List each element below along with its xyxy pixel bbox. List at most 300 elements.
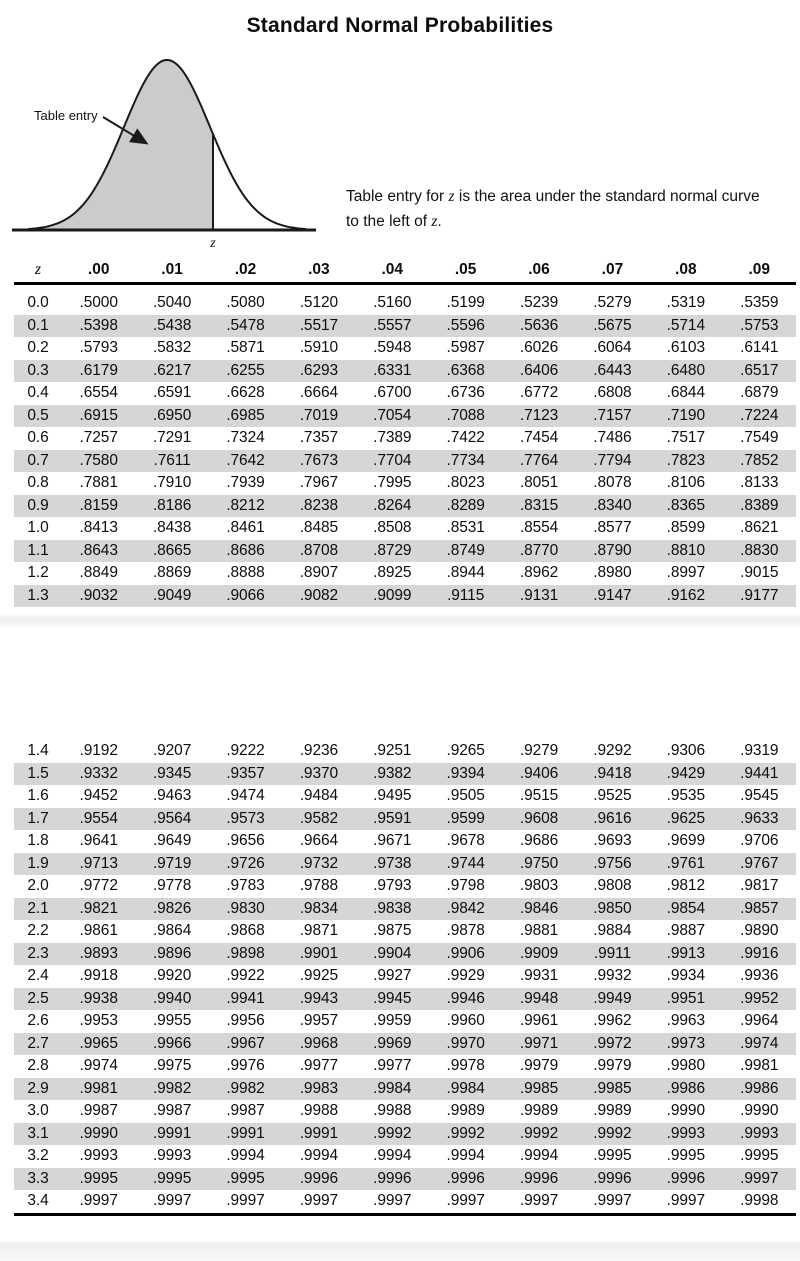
probability-value: .6915 xyxy=(79,406,118,424)
probability-value: .8212 xyxy=(226,496,265,514)
probability-value: .6950 xyxy=(152,406,192,424)
probability-value: .7910 xyxy=(152,474,192,492)
probability-value: .6736 xyxy=(446,384,485,402)
probability-value: .9878 xyxy=(446,922,485,940)
probability-value: .8686 xyxy=(226,541,265,559)
probability-value: .9966 xyxy=(152,1034,192,1052)
z-table-section-2 xyxy=(14,740,796,1216)
probability-value: .9515 xyxy=(519,787,559,805)
probability-value: .9996 xyxy=(373,1169,412,1187)
probability-value: .9821 xyxy=(79,899,118,917)
prob-column-header: .02 xyxy=(234,260,257,278)
probability-value: .8770 xyxy=(519,541,559,559)
probability-value: .5517 xyxy=(299,316,339,334)
probability-value: .9995 xyxy=(79,1169,118,1187)
table-row xyxy=(14,360,796,383)
probability-value: .6331 xyxy=(373,361,412,379)
probability-value: .9599 xyxy=(446,809,485,827)
probability-value: .7422 xyxy=(446,429,485,447)
table-row xyxy=(14,808,796,831)
probability-value: .9162 xyxy=(666,586,705,604)
table-row xyxy=(14,495,796,518)
probability-value: .9495 xyxy=(373,787,412,805)
probability-value: .9936 xyxy=(740,967,779,985)
probability-value: .9938 xyxy=(79,989,118,1007)
probability-value: .9826 xyxy=(152,899,192,917)
probability-value: .9591 xyxy=(373,809,412,827)
probability-value: .8531 xyxy=(446,519,485,537)
probability-value: .9756 xyxy=(593,854,632,872)
probability-value: .8264 xyxy=(373,496,412,514)
probability-value: .7580 xyxy=(79,451,118,469)
probability-value: .6179 xyxy=(79,361,118,379)
probability-value: .9192 xyxy=(79,742,118,760)
probability-value: .6480 xyxy=(666,361,705,379)
probability-value: .9633 xyxy=(740,809,779,827)
probability-value: .7224 xyxy=(740,406,779,424)
probability-value: .9996 xyxy=(299,1169,339,1187)
probability-value: .9946 xyxy=(446,989,485,1007)
probability-value: .9875 xyxy=(373,922,412,940)
probability-value: .9893 xyxy=(79,944,118,962)
probability-value: .9306 xyxy=(666,742,705,760)
probability-value: .9993 xyxy=(79,1147,118,1165)
probability-value: .5557 xyxy=(373,316,412,334)
probability-value: .9997 xyxy=(666,1192,705,1210)
probability-value: .8289 xyxy=(446,496,485,514)
probability-value: .9934 xyxy=(666,967,705,985)
probability-value: .9868 xyxy=(226,922,265,940)
table-row xyxy=(14,315,796,338)
probability-value: .9975 xyxy=(152,1057,192,1075)
probability-value: .9505 xyxy=(446,787,485,805)
probability-value: .9995 xyxy=(152,1169,192,1187)
probability-value: .7734 xyxy=(446,451,485,469)
probability-value: .7454 xyxy=(519,429,559,447)
probability-value: .9974 xyxy=(740,1034,779,1052)
probability-value: .5239 xyxy=(519,294,559,312)
probability-value: .9952 xyxy=(740,989,779,1007)
z-value: 2.6 xyxy=(27,1012,49,1030)
z-value: 0.1 xyxy=(27,316,49,334)
z-value: 1.4 xyxy=(27,742,49,760)
probability-value: .7190 xyxy=(666,406,705,424)
table-row xyxy=(14,1168,796,1191)
caption-z-symbol: z xyxy=(431,213,438,230)
z-value: 0.9 xyxy=(27,496,49,514)
probability-value: .9993 xyxy=(152,1147,192,1165)
probability-value: .9881 xyxy=(519,922,559,940)
probability-value: .8238 xyxy=(299,496,339,514)
z-value: 2.4 xyxy=(27,967,49,985)
probability-value: .9976 xyxy=(226,1057,265,1075)
probability-value: .9812 xyxy=(666,877,705,895)
probability-value: .6026 xyxy=(519,339,559,357)
probability-value: .5910 xyxy=(299,339,339,357)
table-row xyxy=(14,943,796,966)
probability-value: .9726 xyxy=(226,854,265,872)
probability-value: .8997 xyxy=(666,564,705,582)
probability-value: .7794 xyxy=(593,451,632,469)
probability-value: .6554 xyxy=(79,384,118,402)
probability-value: .6141 xyxy=(740,339,779,357)
z-value: 1.9 xyxy=(27,854,49,872)
probability-value: .9750 xyxy=(519,854,559,872)
probability-value: .9994 xyxy=(373,1147,412,1165)
probability-value: .9911 xyxy=(593,944,631,962)
table-row xyxy=(14,763,796,786)
header-row xyxy=(14,257,796,284)
probability-value: .9916 xyxy=(740,944,779,962)
probability-value: .9949 xyxy=(593,989,632,1007)
table-row xyxy=(14,472,796,495)
probability-value: .9995 xyxy=(593,1147,632,1165)
table-row xyxy=(14,1033,796,1056)
table-row xyxy=(14,988,796,1011)
probability-value: .9803 xyxy=(519,877,559,895)
probability-value: .8944 xyxy=(446,564,485,582)
probability-value: .7967 xyxy=(299,474,339,492)
z-table-section-1 xyxy=(14,292,796,607)
probability-value: .9997 xyxy=(446,1192,485,1210)
probability-value: .9251 xyxy=(373,742,412,760)
probability-value: .9951 xyxy=(666,989,705,1007)
probability-value: .9884 xyxy=(593,922,632,940)
probability-value: .9838 xyxy=(373,899,412,917)
probability-value: .7357 xyxy=(299,429,339,447)
probability-value: .9929 xyxy=(446,967,485,985)
probability-value: .9931 xyxy=(519,967,559,985)
probability-value: .6443 xyxy=(593,361,632,379)
probability-value: .9834 xyxy=(299,899,339,917)
probability-value: .9382 xyxy=(373,764,412,782)
z-value: 2.7 xyxy=(27,1034,49,1052)
probability-value: .5040 xyxy=(152,294,192,312)
prob-column-header: .04 xyxy=(381,260,404,278)
table-row xyxy=(14,785,796,808)
z-value: 1.8 xyxy=(27,832,49,850)
probability-value: .9147 xyxy=(593,586,632,604)
probability-value: .9981 xyxy=(740,1057,779,1075)
prob-column-header: .07 xyxy=(601,260,624,278)
prob-column-header: .06 xyxy=(528,260,550,278)
probability-value: .6628 xyxy=(226,384,265,402)
probability-value: .9564 xyxy=(152,809,192,827)
probability-value: .9964 xyxy=(740,1012,779,1030)
probability-value: .5398 xyxy=(79,316,118,334)
probability-value: .9980 xyxy=(666,1057,705,1075)
probability-value: .6591 xyxy=(152,384,192,402)
table-row xyxy=(14,853,796,876)
probability-value: .5080 xyxy=(226,294,265,312)
probability-value: .9932 xyxy=(593,967,632,985)
probability-value: .5438 xyxy=(152,316,192,334)
probability-value: .5871 xyxy=(226,339,265,357)
probability-value: .9996 xyxy=(446,1169,485,1187)
probability-value: .9744 xyxy=(446,854,485,872)
caption-text: is the area under the standard normal curve xyxy=(454,188,760,205)
probability-value: .5596 xyxy=(446,316,485,334)
probability-value: .9996 xyxy=(593,1169,632,1187)
table-row xyxy=(14,898,796,921)
probability-value: .9982 xyxy=(152,1079,192,1097)
probability-value: .5948 xyxy=(373,339,412,357)
probability-value: .9990 xyxy=(740,1102,779,1120)
probability-value: .9995 xyxy=(226,1169,265,1187)
table-row xyxy=(14,450,796,473)
table-row xyxy=(14,1123,796,1146)
probability-value: .9962 xyxy=(593,1012,632,1030)
probability-value: .9625 xyxy=(666,809,705,827)
probability-value: .9991 xyxy=(152,1124,192,1142)
probability-value: .5714 xyxy=(666,316,705,334)
caption-text: Table entry for xyxy=(346,188,449,205)
probability-value: .9987 xyxy=(79,1102,118,1120)
probability-value: .9099 xyxy=(373,586,412,604)
probability-value: .9793 xyxy=(373,877,412,895)
prob-column-header: .03 xyxy=(308,260,330,278)
table-row xyxy=(14,1190,796,1214)
table-row xyxy=(14,830,796,853)
probability-value: .8461 xyxy=(226,519,265,537)
table-row xyxy=(14,585,796,608)
probability-value: .5675 xyxy=(593,316,632,334)
table-row xyxy=(14,540,796,563)
probability-value: .9474 xyxy=(226,787,265,805)
probability-value: .9959 xyxy=(373,1012,412,1030)
probability-value: .9941 xyxy=(226,989,265,1007)
z-value: 2.8 xyxy=(27,1057,49,1075)
probability-value: .8159 xyxy=(79,496,118,514)
probability-value: .9463 xyxy=(152,787,192,805)
probability-value: .9991 xyxy=(226,1124,265,1142)
probability-value: .6985 xyxy=(226,406,265,424)
probability-value: .9898 xyxy=(226,944,265,962)
probability-value: .9850 xyxy=(593,899,632,917)
probability-value: .8186 xyxy=(152,496,192,514)
probability-value: .9990 xyxy=(79,1124,118,1142)
probability-value: .9987 xyxy=(152,1102,192,1120)
z-value: 0.4 xyxy=(27,384,49,402)
probability-value: .9265 xyxy=(446,742,485,760)
probability-value: .9989 xyxy=(446,1102,485,1120)
probability-value: .9015 xyxy=(740,564,779,582)
normal-curve-figure xyxy=(0,44,800,256)
probability-value: .9948 xyxy=(519,989,559,1007)
probability-value: .9830 xyxy=(226,899,265,917)
z-value: 2.1 xyxy=(27,899,49,917)
page-break-band xyxy=(0,613,800,627)
probability-value: .9854 xyxy=(666,899,705,917)
probability-value: .9972 xyxy=(593,1034,632,1052)
table-row xyxy=(14,517,796,540)
probability-value: .9236 xyxy=(299,742,339,760)
probability-value: .6406 xyxy=(519,361,559,379)
probability-value: .9913 xyxy=(666,944,705,962)
probability-value: .9960 xyxy=(446,1012,485,1030)
probability-value: .6517 xyxy=(740,361,779,379)
table-row xyxy=(14,1100,796,1123)
probability-value: .8485 xyxy=(299,519,339,537)
probability-value: .6217 xyxy=(152,361,192,379)
probability-value: .9977 xyxy=(373,1057,412,1075)
probability-value: .9357 xyxy=(226,764,265,782)
probability-value: .7291 xyxy=(152,429,192,447)
probability-value: .9981 xyxy=(79,1079,118,1097)
table-row xyxy=(14,427,796,450)
probability-value: .6879 xyxy=(740,384,779,402)
probability-value: .9429 xyxy=(666,764,705,782)
probability-value: .9066 xyxy=(226,586,265,604)
probability-value: .9406 xyxy=(519,764,559,782)
probability-value: .9906 xyxy=(446,944,485,962)
probability-value: .9987 xyxy=(226,1102,265,1120)
probability-value: .8133 xyxy=(740,474,779,492)
probability-value: .9940 xyxy=(152,989,192,1007)
probability-value: .9871 xyxy=(299,922,339,940)
table-row xyxy=(14,1055,796,1078)
probability-value: .9319 xyxy=(740,742,779,760)
probability-value: .9992 xyxy=(519,1124,559,1142)
probability-value: .9131 xyxy=(519,586,559,604)
probability-value: .7881 xyxy=(79,474,118,492)
caption-z-symbol: z xyxy=(448,188,455,205)
probability-value: .9993 xyxy=(740,1124,779,1142)
probability-value: .6293 xyxy=(299,361,339,379)
probability-value: .8106 xyxy=(666,474,705,492)
probability-value: .5319 xyxy=(666,294,705,312)
probability-value: .5000 xyxy=(79,294,118,312)
probability-value: .9943 xyxy=(299,989,339,1007)
z-value: 2.9 xyxy=(27,1079,49,1097)
probability-value: .8888 xyxy=(226,564,265,582)
probability-value: .9997 xyxy=(152,1192,192,1210)
probability-value: .9953 xyxy=(79,1012,118,1030)
probability-value: .9988 xyxy=(299,1102,339,1120)
probability-value: .9996 xyxy=(666,1169,705,1187)
probability-value: .9582 xyxy=(299,809,339,827)
z-value: 1.3 xyxy=(27,586,49,604)
page-title: Standard Normal Probabilities xyxy=(246,14,554,37)
probability-value: .6064 xyxy=(593,339,632,357)
z-value: 1.6 xyxy=(27,787,49,805)
probability-value: .9608 xyxy=(519,809,559,827)
probability-value: .9986 xyxy=(740,1079,779,1097)
probability-value: .8315 xyxy=(519,496,559,514)
probability-value: .9995 xyxy=(740,1147,779,1165)
probability-value: .9332 xyxy=(79,764,118,782)
z-axis-label: z xyxy=(210,236,216,251)
table-row xyxy=(14,562,796,585)
probability-value: .9032 xyxy=(79,586,118,604)
probability-value: .8599 xyxy=(666,519,705,537)
probability-value: .8078 xyxy=(593,474,632,492)
probability-value: .8830 xyxy=(740,541,779,559)
prob-column-header: .00 xyxy=(87,260,110,278)
probability-value: .9115 xyxy=(447,586,485,604)
z-value: 0.8 xyxy=(27,474,49,492)
probability-value: .9887 xyxy=(666,922,705,940)
z-value: 1.0 xyxy=(27,519,49,537)
probability-value: .8790 xyxy=(593,541,632,559)
probability-value: .9699 xyxy=(666,832,705,850)
probability-value: .9994 xyxy=(446,1147,485,1165)
z-value: 0.7 xyxy=(27,451,49,469)
probability-value: .9979 xyxy=(593,1057,632,1075)
probability-value: .9817 xyxy=(740,877,779,895)
probability-value: .9664 xyxy=(299,832,339,850)
probability-value: .9890 xyxy=(740,922,779,940)
probability-value: .9861 xyxy=(79,922,118,940)
z-column-header: z xyxy=(34,260,42,278)
probability-value: .9719 xyxy=(152,854,192,872)
probability-value: .9945 xyxy=(373,989,412,1007)
probability-value: .9979 xyxy=(519,1057,559,1075)
table-row xyxy=(14,382,796,405)
probability-value: .9706 xyxy=(740,832,779,850)
probability-value: .9927 xyxy=(373,967,412,985)
probability-value: .7995 xyxy=(373,474,412,492)
probability-value: .9909 xyxy=(519,944,559,962)
z-value: 1.1 xyxy=(27,541,49,559)
probability-value: .9997 xyxy=(593,1192,632,1210)
probability-value: .9982 xyxy=(226,1079,265,1097)
z-value: 1.2 xyxy=(27,564,49,582)
z-value: 1.7 xyxy=(27,809,49,827)
probability-value: .5160 xyxy=(373,294,412,312)
probability-value: .7549 xyxy=(740,429,779,447)
probability-value: .7939 xyxy=(226,474,265,492)
probability-value: .7852 xyxy=(740,451,779,469)
probability-value: .7324 xyxy=(226,429,265,447)
probability-value: .9994 xyxy=(299,1147,339,1165)
probability-value: .9991 xyxy=(299,1124,339,1142)
probability-value: .8508 xyxy=(373,519,412,537)
z-value: 3.1 xyxy=(27,1124,49,1142)
probability-value: .8665 xyxy=(152,541,192,559)
probability-value: .9441 xyxy=(740,764,779,782)
probability-value: .5120 xyxy=(299,294,339,312)
probability-value: .9969 xyxy=(373,1034,412,1052)
probability-value: .9992 xyxy=(446,1124,485,1142)
probability-value: .9345 xyxy=(152,764,192,782)
probability-value: .9573 xyxy=(226,809,265,827)
caption-text: . xyxy=(437,213,442,230)
probability-value: .9761 xyxy=(666,854,705,872)
probability-value: .9986 xyxy=(666,1079,705,1097)
probability-value: .8643 xyxy=(79,541,118,559)
probability-value: .9994 xyxy=(519,1147,559,1165)
probability-value: .8577 xyxy=(593,519,632,537)
probability-value: .8980 xyxy=(593,564,632,582)
table-row xyxy=(14,1078,796,1101)
z-value: 2.0 xyxy=(27,877,49,895)
probability-value: .8389 xyxy=(740,496,779,514)
probability-value: .9641 xyxy=(79,832,118,850)
probability-value: .9990 xyxy=(666,1102,705,1120)
probability-value: .9846 xyxy=(519,899,559,917)
table-row xyxy=(14,337,796,360)
probability-value: .5832 xyxy=(152,339,192,357)
probability-value: .7642 xyxy=(226,451,265,469)
probability-value: .9418 xyxy=(593,764,632,782)
probability-value: .7389 xyxy=(373,429,412,447)
probability-value: .8554 xyxy=(519,519,559,537)
probability-value: .9989 xyxy=(593,1102,632,1120)
probability-value: .8749 xyxy=(446,541,485,559)
probability-value: .9783 xyxy=(226,877,265,895)
probability-value: .7673 xyxy=(299,451,339,469)
